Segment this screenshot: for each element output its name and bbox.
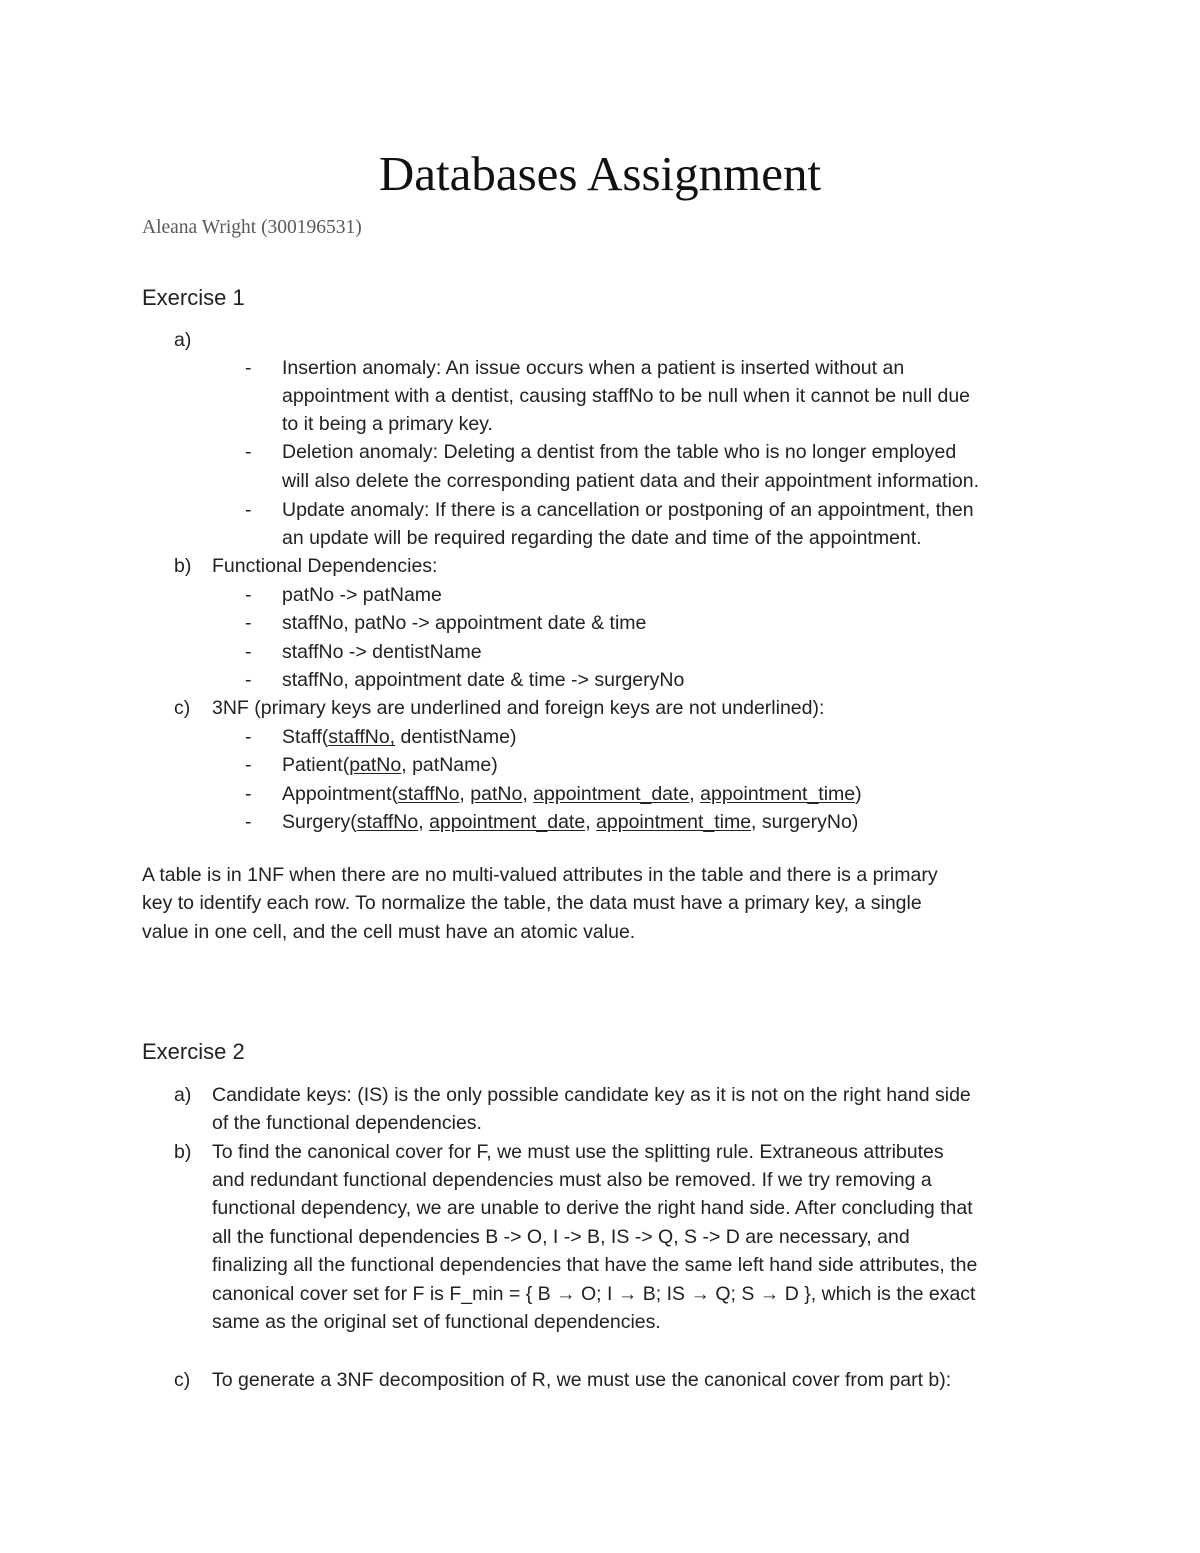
list-label-c: c) xyxy=(174,1369,191,1391)
insertion-anomaly-line-2: appointment with a dentist, causing staffNo to be null when it cannot be null due xyxy=(282,385,971,407)
relation-appointment xyxy=(282,780,862,809)
fd-item: patNo -> patName xyxy=(282,584,442,606)
primary-key: appointment_time xyxy=(700,783,856,805)
insertion-anomaly-line-1: Insertion anomaly: An issue occurs when a patient is inserted without an xyxy=(282,357,905,379)
canonical-cover-line-3: functional dependency, we are unable to derive the right hand side. After concluding that xyxy=(212,1197,973,1219)
primary-key: staffNo xyxy=(356,811,419,833)
exercise-2-heading: Exercise 2 xyxy=(142,1039,245,1064)
functional-dependencies-heading: Functional Dependencies: xyxy=(212,555,438,577)
attribute: , patName) xyxy=(401,754,498,776)
primary-key: staffNo xyxy=(397,783,460,805)
bullet-marker: - xyxy=(245,783,252,805)
primary-key: patNo xyxy=(349,754,402,776)
list-label-b: b) xyxy=(174,1141,192,1163)
update-anomaly-line-2: an update will be required regarding the date and time of the appointment. xyxy=(282,527,922,549)
exercise-1-heading: Exercise 1 xyxy=(142,285,245,310)
separator: , xyxy=(585,811,597,833)
insertion-anomaly-line-3: to it being a primary key. xyxy=(282,413,493,435)
list-label-a: a) xyxy=(174,1084,192,1106)
relation-patient xyxy=(282,751,498,780)
update-anomaly-line-1: Update anomaly: If there is a cancellation or postponing of an appointment, then xyxy=(282,499,974,521)
primary-key: patNo xyxy=(470,783,523,805)
bullet-marker: - xyxy=(245,584,252,606)
relation-name: Appointment( xyxy=(282,783,398,805)
list-label-a: a) xyxy=(174,329,192,351)
relation-name: Surgery( xyxy=(282,811,357,833)
bullet-marker: - xyxy=(245,726,252,748)
bullet-marker: - xyxy=(245,669,252,691)
deletion-anomaly-line-2: will also delete the corresponding patient data and their appointment information. xyxy=(282,470,980,492)
primary-key: staffNo, xyxy=(328,726,396,748)
canonical-cover-line-5: finalizing all the functional dependencies that have the same left hand side attributes, the xyxy=(212,1254,978,1276)
bullet-marker: - xyxy=(245,357,252,379)
canonical-cover-line-1: To find the canonical cover for F, we must use the splitting rule. Extraneous attributes xyxy=(212,1141,944,1163)
list-label-c: c) xyxy=(174,697,191,719)
primary-key: appointment_time xyxy=(596,811,752,833)
relation-name: Staff( xyxy=(282,726,329,748)
bullet-marker: - xyxy=(245,641,252,663)
canonical-cover-line-6: canonical cover set for F is F_min = { B → O; I → B; IS → Q; S → D }, which is the exact xyxy=(212,1283,976,1305)
fd-item: staffNo, appointment date & time -> surgeryNo xyxy=(282,669,685,691)
document-title: Databases Assignment xyxy=(378,146,822,201)
1nf-paragraph-line-2: key to identify each row. To normalize the table, the data must have a primary key, a single xyxy=(142,892,922,914)
closing-paren: ) xyxy=(855,783,862,805)
candidate-keys-line-2: of the functional dependencies. xyxy=(212,1112,482,1134)
attribute: , surgeryNo) xyxy=(751,811,859,833)
canonical-cover-line-2: and redundant functional dependencies must also be removed. If we try removing a xyxy=(212,1169,932,1191)
bullet-marker: - xyxy=(245,499,252,521)
3nf-decomposition-line-1: To generate a 3NF decomposition of R, we must use the canonical cover from part b): xyxy=(212,1369,952,1391)
attribute: dentistName) xyxy=(395,726,517,748)
candidate-keys-line-1: Candidate keys: (IS) is the only possible candidate key as it is not on the right hand side xyxy=(212,1084,971,1106)
separator: , xyxy=(418,811,430,833)
3nf-heading: 3NF (primary keys are underlined and foreign keys are not underlined): xyxy=(212,697,825,719)
bullet-marker: - xyxy=(245,811,252,833)
bullet-marker: - xyxy=(245,612,252,634)
list-label-b: b) xyxy=(174,555,192,577)
relation-name: Patient( xyxy=(282,754,350,776)
fd-item: staffNo -> dentistName xyxy=(282,641,482,663)
separator: , xyxy=(522,783,534,805)
relation-surgery xyxy=(282,808,858,837)
bullet-marker: - xyxy=(245,754,252,776)
1nf-paragraph-line-3: value in one cell, and the cell must have an atomic value. xyxy=(142,921,636,943)
primary-key: appointment_date xyxy=(429,811,586,833)
canonical-cover-line-7: same as the original set of functional dependencies. xyxy=(212,1311,661,1333)
deletion-anomaly-line-1: Deletion anomaly: Deleting a dentist from the table who is no longer employed xyxy=(282,441,957,463)
canonical-cover-line-4: all the functional dependencies B -> O, I -> B, IS -> Q, S -> D are necessary, and xyxy=(212,1226,910,1248)
1nf-paragraph-line-1: A table is in 1NF when there are no multi-valued attributes in the table and there is a primary xyxy=(142,864,938,886)
author-line: Aleana Wright (300196531) xyxy=(142,217,362,238)
fd-item: staffNo, patNo -> appointment date & time xyxy=(282,612,647,634)
relation-staff xyxy=(282,723,516,752)
separator: , xyxy=(459,783,471,805)
bullet-marker: - xyxy=(245,441,252,463)
primary-key: appointment_date xyxy=(533,783,690,805)
separator: , xyxy=(689,783,701,805)
